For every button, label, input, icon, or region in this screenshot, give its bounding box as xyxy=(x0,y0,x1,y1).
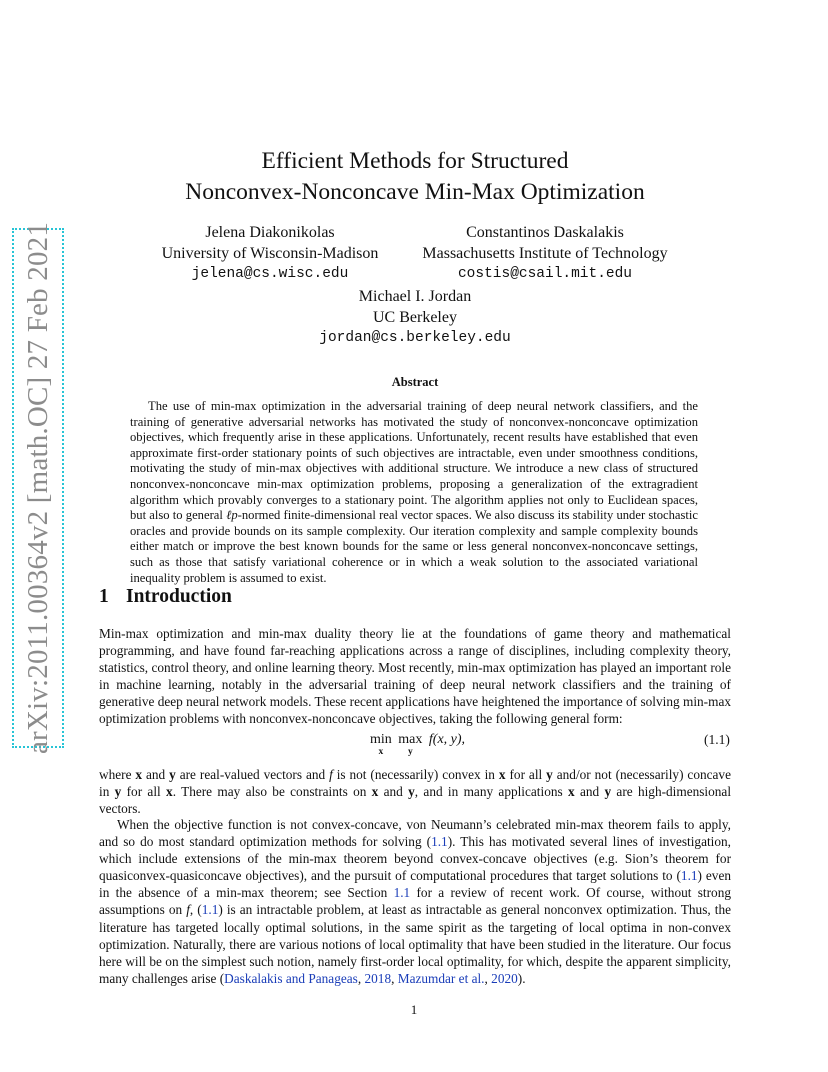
section-number: 1 xyxy=(99,586,109,607)
author-block-2 xyxy=(410,222,680,285)
paragraph-3: When the objective function is not convex-concave, von Neumann’s celebrated min-max theorem fails to apply, and so do most standard optimization methods for solving (1.1). This has motivated several lines of investigation, which include extensions of the min-max theorem beyond convex-concave objectives (e.g. Sion’s theorem for quasiconvex-quasiconcave objectives), and the pursuit of computational procedures that target solutions to (1.1) even in the absence of a min-max theorem; see Section 1.1 for a review of recent work. Of course, without strong assumptions on f, (1.1) is an intractable problem, at least as intractable as general nonconvex optimization. Thus, the literature has targeted locally optimal solutions, in the same spirit as the targeting of local optima in non-convex optimization. Naturally, there are various notions of local optimality that have been studied in the literature. Our focus here will be on the simplest such notion, namely first-order local optimality, for which, despite the apparent simplicity, many challenges arise (Daskalakis and Panageas, 2018, Mazumdar et al., 2020). xyxy=(99,817,732,986)
abstract-text-a: The use of min-max optimization in the adversarial training of deep neural network classifiers, and the training of generative adversarial networks has motivated the study of nonconvex-nonconcave optimization objectives, which frequently arise in these applications. Unfortunately, recent results have established that even approximate first-order stationary points of such objectives are intractable, even under smoothness conditions, motivating the study of min-max objectives with additional structure. We introduce a new class of structured nonconvex-nonconcave min-max optimization problems, proposing a generalization of the extragradient algorithm which provably converges to a stationary point. The algorithm applies not only to Euclidean spaces, but also to general xyxy=(130,399,698,523)
paper-title xyxy=(100,146,730,208)
equation-number: (1.1) xyxy=(704,732,730,747)
paragraph-1: Min-max optimization and min-max duality theory lie at the foundations of game theory and mathematical programming, and have found far-reaching applications across a range of disciplines, including complexity theory, statistics, control theory, and online learning theory. Most recently, min-max optimization has played an important role in machine learning, notably in the adversarial training of deep neural network classifiers and the training of generative deep neural network models. These recent applications have heightened the importance of solving min-max optimization problems with nonconvex-nonconcave objectives, taking the following general form: xyxy=(99,626,731,727)
author-email: jordan@cs.berkeley.edu xyxy=(319,330,511,346)
page-number: 1 xyxy=(410,1002,418,1017)
min-operator: min x xyxy=(370,732,392,757)
title-line-1: Efficient Methods for Structured xyxy=(261,148,569,174)
lp-symbol: ℓp xyxy=(226,508,238,523)
section-ref-link[interactable]: 1.1 xyxy=(393,885,411,901)
citation-link[interactable]: Mazumdar et al. xyxy=(397,970,485,986)
arxiv-identifier[interactable]: arXiv:2011.00364v2 [math.OC] 27 Feb 2021 xyxy=(12,228,64,748)
equation-ref-link[interactable]: 1.1 xyxy=(680,868,698,884)
equation-1-1 xyxy=(370,732,466,757)
equation-ref-link[interactable]: 1.1 xyxy=(201,902,219,918)
section-title: Introduction xyxy=(126,586,232,607)
max-operator: max y xyxy=(398,732,423,757)
max-subscript: y xyxy=(407,747,413,757)
author-email: jelena@cs.wisc.edu xyxy=(191,266,349,282)
arxiv-stamp[interactable] xyxy=(12,221,64,755)
equation-body: f(x, y), xyxy=(428,732,466,747)
citation-year-link[interactable]: 2020 xyxy=(491,970,518,986)
author-affiliation: University of Wisconsin-Madison xyxy=(161,245,379,262)
author-affiliation: UC Berkeley xyxy=(373,309,457,326)
author-block-1 xyxy=(150,222,390,285)
abstract-heading: Abstract xyxy=(391,375,439,389)
equation-ref-link[interactable]: 1.1 xyxy=(431,834,448,850)
author-name: Constantinos Daskalakis xyxy=(466,224,624,241)
abstract-body xyxy=(130,399,698,586)
citation-year-link[interactable]: 2018 xyxy=(364,970,392,986)
author-name: Michael I. Jordan xyxy=(358,288,472,305)
title-line-2: Nonconvex-Nonconcave Min-Max Optimization xyxy=(185,179,645,205)
section-heading xyxy=(99,586,232,608)
paragraph-2: where x and y are real-valued vectors and f is not (necessarily) convex in x for all y and/or not (necessarily) concave in y for all x. There may also be constraints on x and y, and in many applications x and y are high-dimensional vectors. xyxy=(99,767,732,817)
author-affiliation: Massachusetts Institute of Technology xyxy=(422,245,668,262)
author-email: costis@csail.mit.edu xyxy=(457,266,633,282)
citation-link[interactable]: Daskalakis and Panageas xyxy=(224,970,358,986)
author-block-3 xyxy=(270,286,560,349)
author-name: Jelena Diakonikolas xyxy=(205,224,335,241)
abstract-text-b: -normed finite-dimensional real vector spaces. We also discuss its stability under stochastic oracles and provide bounds on its sample complexity. Our iteration complexity and sample complexity bounds either match or improve the best known bounds for the same or less general nonconvex-nonconcave settings, such as those that satisfy variational coherence or in which a weak solution to the associated variational inequality problem is assumed to exist. xyxy=(130,508,699,585)
min-subscript: x xyxy=(378,747,384,757)
